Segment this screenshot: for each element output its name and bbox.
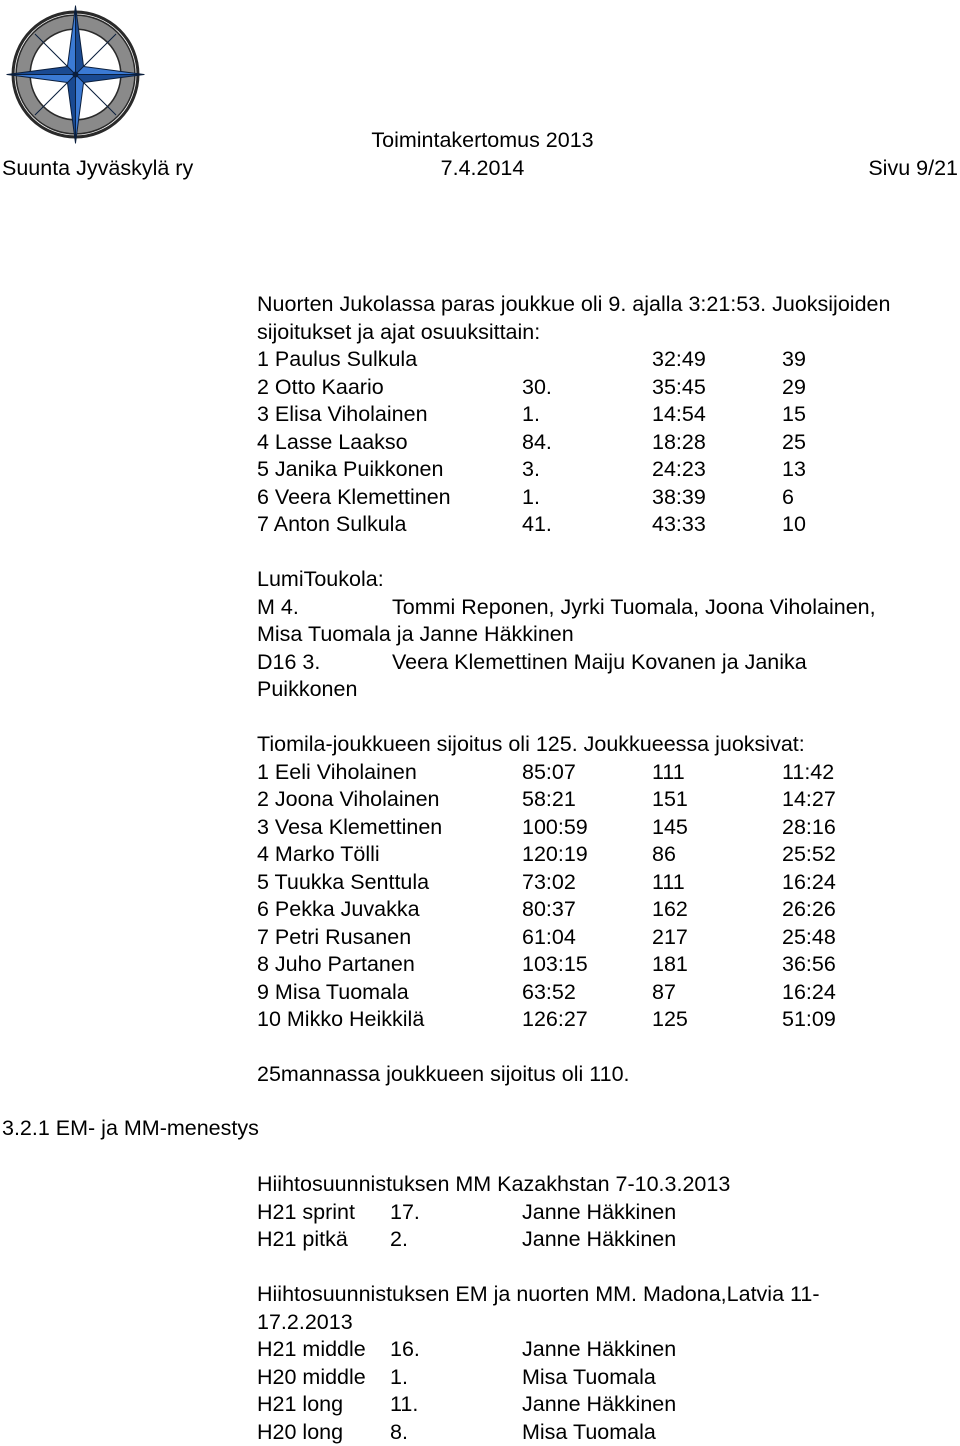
table-row: H21 pitkä 2. Janne Häkkinen — [257, 1226, 960, 1254]
table-row: 4 Marko Tölli 120:19 86 25:52 — [257, 841, 960, 869]
25manna-result: 25mannassa joukkueen sijoitus oli 110. — [257, 1061, 960, 1089]
lumitoukola-title: LumiToukola: — [257, 566, 960, 594]
table-row: 1 Eeli Viholainen 85:07 111 11:42 — [257, 759, 960, 787]
mm-title: Hiihtosuunnistuksen MM Kazakhstan 7-10.3.2013 — [257, 1171, 960, 1199]
lumitoukola-d-result-cont: Puikkonen — [257, 676, 960, 704]
table-row: 3 Vesa Klemettinen 100:59 145 28:16 — [257, 814, 960, 842]
mm-results-table — [257, 1199, 960, 1254]
main-content — [257, 291, 960, 1446]
page-number: Sivu 9/21 — [868, 154, 958, 182]
organization-name: Suunta Jyväskylä ry — [2, 154, 193, 182]
table-row: 10 Mikko Heikkilä 126:27 125 51:09 — [257, 1006, 960, 1034]
table-row: H20 middle 1. Misa Tuomala — [257, 1364, 960, 1392]
table-row: 7 Anton Sulkula 41. 43:33 10 — [257, 511, 960, 539]
table-row: 2 Joona Viholainen 58:21 151 14:27 — [257, 786, 960, 814]
table-row: H21 middle 16. Janne Häkkinen — [257, 1336, 960, 1364]
table-row: H21 long 11. Janne Häkkinen — [257, 1391, 960, 1419]
table-row: 9 Misa Tuomala 63:52 87 16:24 — [257, 979, 960, 1007]
table-row: 8 Juho Partanen 103:15 181 36:56 — [257, 951, 960, 979]
table-row: 1 Paulus Sulkula 32:49 39 — [257, 346, 960, 374]
section-heading: 3.2.1 EM- ja MM-menestys — [2, 1115, 259, 1143]
jukola-intro: Nuorten Jukolassa paras joukkue oli 9. ajalla 3:21:53. Juoksijoiden — [257, 291, 960, 319]
em-title: Hiihtosuunnistuksen EM ja nuorten MM. Madona,Latvia 11- — [257, 1281, 960, 1309]
jukola-intro-cont: sijoitukset ja ajat osuuksittain: — [257, 319, 960, 347]
table-row: 6 Veera Klemettinen 1. 38:39 6 — [257, 484, 960, 512]
tiomila-intro: Tiomila-joukkueen sijoitus oli 125. Joukkueessa juoksivat: — [257, 731, 960, 759]
table-row: 2 Otto Kaario 30. 35:45 29 — [257, 374, 960, 402]
document-title: Toimintakertomus 2013 — [0, 126, 960, 154]
compass-rose-icon — [5, 4, 146, 145]
jukola-results-table — [257, 346, 960, 539]
table-row: 6 Pekka Juvakka 80:37 162 26:26 — [257, 896, 960, 924]
tiomila-results-table — [257, 759, 960, 1034]
document-date: 7.4.2014 — [0, 154, 960, 182]
table-row: 4 Lasse Laakso 84. 18:28 25 — [257, 429, 960, 457]
em-title-cont: 17.2.2013 — [257, 1309, 960, 1337]
table-row: H21 sprint 17. Janne Häkkinen — [257, 1199, 960, 1227]
table-row: 5 Tuukka Senttula 73:02 111 16:24 — [257, 869, 960, 897]
lumitoukola-m-result: M 4. Tommi Reponen, Jyrki Tuomala, Joona Viholainen, — [257, 594, 960, 622]
lumitoukola-d-result: D16 3. Veera Klemettinen Maiju Kovanen ja Janika — [257, 649, 960, 677]
table-row: 7 Petri Rusanen 61:04 217 25:48 — [257, 924, 960, 952]
lumitoukola-m-result-cont: Misa Tuomala ja Janne Häkkinen — [257, 621, 960, 649]
table-row: 5 Janika Puikkonen 3. 24:23 13 — [257, 456, 960, 484]
em-results-table — [257, 1336, 960, 1446]
table-row: 3 Elisa Viholainen 1. 14:54 15 — [257, 401, 960, 429]
table-row: H20 long 8. Misa Tuomala — [257, 1419, 960, 1446]
